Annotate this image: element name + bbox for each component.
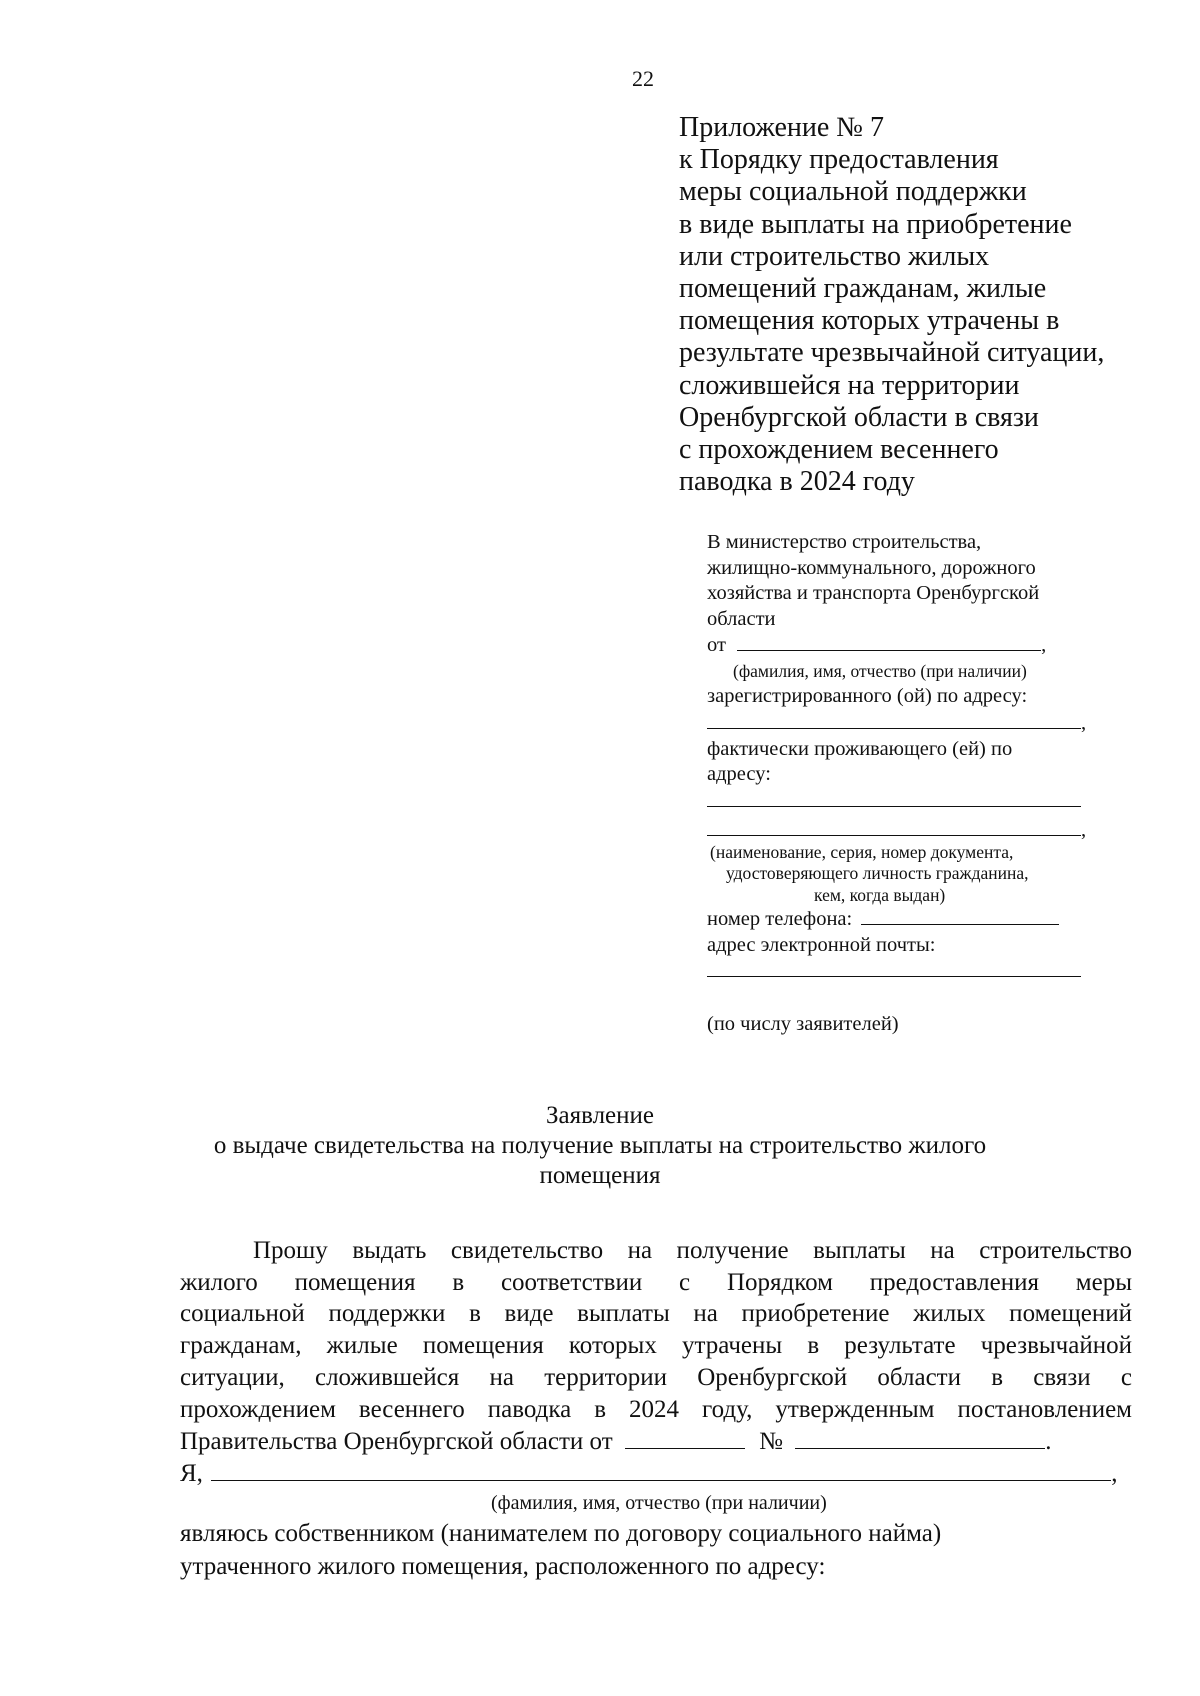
title-heading: Заявление (545, 1102, 655, 1129)
body-line: ситуации, сложившейся на территории Оренбургской области в связи с (180, 1364, 1132, 1391)
appendix-line: сложившейся на территории (679, 369, 1020, 401)
comma: , (1041, 634, 1047, 656)
phone-row (707, 906, 1086, 933)
body-line: Прошу выдать свидетельство на получение выплаты на строительство (253, 1237, 1132, 1264)
decree-date-field[interactable] (625, 1430, 745, 1449)
body-line: прохождением весеннего паводка в 2024 году, утвержденным постановлением (180, 1396, 1132, 1423)
doc-hint: кем, когда выдан) (814, 884, 946, 905)
document-field[interactable] (707, 817, 1081, 836)
addressee-line: хозяйства и транспорта Оренбургской (707, 582, 1040, 604)
applicant-fio-field[interactable] (211, 1462, 1111, 1481)
addressee-line: области (707, 607, 776, 630)
addressee-block (707, 530, 1086, 1038)
appendix-line: помещений гражданам, жилые (679, 273, 1047, 305)
appendix-line: паводка в 2024 году (679, 466, 915, 498)
document-row (707, 817, 1086, 842)
actual-label: адресу: (707, 763, 771, 785)
owner-line: являюсь собственником (нанимателем по договору социального найма) (180, 1520, 942, 1547)
actual-label: фактически проживающего (ей) по (707, 737, 1013, 760)
decree-number-label: № (759, 1428, 784, 1455)
appendix-line: помещения которых утрачены в (679, 305, 1060, 337)
appendix-line: к Порядку предоставления (679, 144, 999, 176)
period: . (1045, 1428, 1052, 1455)
decree-number-field[interactable] (795, 1430, 1045, 1449)
actual-address-field[interactable] (707, 788, 1081, 807)
appendix-line: или строительство жилых (679, 240, 990, 272)
email-label: адрес электронной почты: (707, 933, 936, 956)
decree-row (180, 1426, 1132, 1458)
applicant-row (180, 1458, 1132, 1490)
appendix-line: меры социальной поддержки (679, 176, 1027, 208)
applicants-note: (по числу заявителей) (707, 1013, 899, 1035)
appendix-line: результате чрезвычайной ситуации, (679, 337, 1105, 369)
phone-field[interactable] (861, 906, 1059, 925)
body-line: жилого помещения в соответствии с Порядком предоставления меры (180, 1269, 1132, 1296)
addressee-line: жилищно-коммунального, дорожного (707, 556, 1036, 579)
comma: , (1111, 1460, 1118, 1487)
body-line: гражданам, жилые помещения которых утрачены в результате чрезвычайной (180, 1332, 1132, 1359)
phone-label: номер телефона: (707, 908, 853, 930)
actual-address-row (707, 788, 1086, 817)
from-row (707, 632, 1086, 659)
applicant-label: Я, (180, 1460, 203, 1487)
title-subheading: о выдаче свидетельства на получение выплаты на строительство жилого (213, 1132, 987, 1159)
lost-property-line: утраченного жилого помещения, расположенного по адресу: (180, 1553, 826, 1580)
page-number: 22 (632, 66, 654, 91)
email-row (707, 958, 1086, 988)
comma: , (1081, 818, 1087, 841)
appendix-line: с прохождением весеннего (679, 434, 999, 466)
appendix-line: Приложение № 7 (679, 112, 884, 143)
appendix-line: в виде выплаты на приобретение (679, 208, 1072, 240)
from-label: от (707, 634, 726, 656)
fio-hint: (фамилия, имя, отчество (при наличии) (733, 660, 1027, 681)
registered-address-field[interactable] (707, 710, 1081, 729)
decree-label: Правительства Оренбургской области от (180, 1428, 613, 1455)
body-line: социальной поддержки в виде выплаты на приобретение жилых помещений (180, 1300, 1132, 1327)
doc-hint: (наименование, серия, номер документа, (710, 841, 1014, 862)
appendix-block (679, 112, 1104, 498)
doc-hint: удостоверяющего личность гражданина, (726, 863, 1029, 883)
email-field[interactable] (707, 958, 1081, 977)
applicant-name-field[interactable] (737, 632, 1041, 651)
registered-label: зарегистрированного (ой) по адресу: (707, 685, 1028, 707)
title-subheading: помещения (539, 1162, 661, 1189)
addressee-line: В министерство строительства, (707, 531, 982, 553)
appendix-line: Оренбургской области в связи (679, 401, 1039, 433)
registered-address-row (707, 710, 1086, 737)
fio-hint-body: (фамилия, имя, отчество (при наличии) (491, 1492, 827, 1514)
comma: , (1081, 711, 1087, 734)
